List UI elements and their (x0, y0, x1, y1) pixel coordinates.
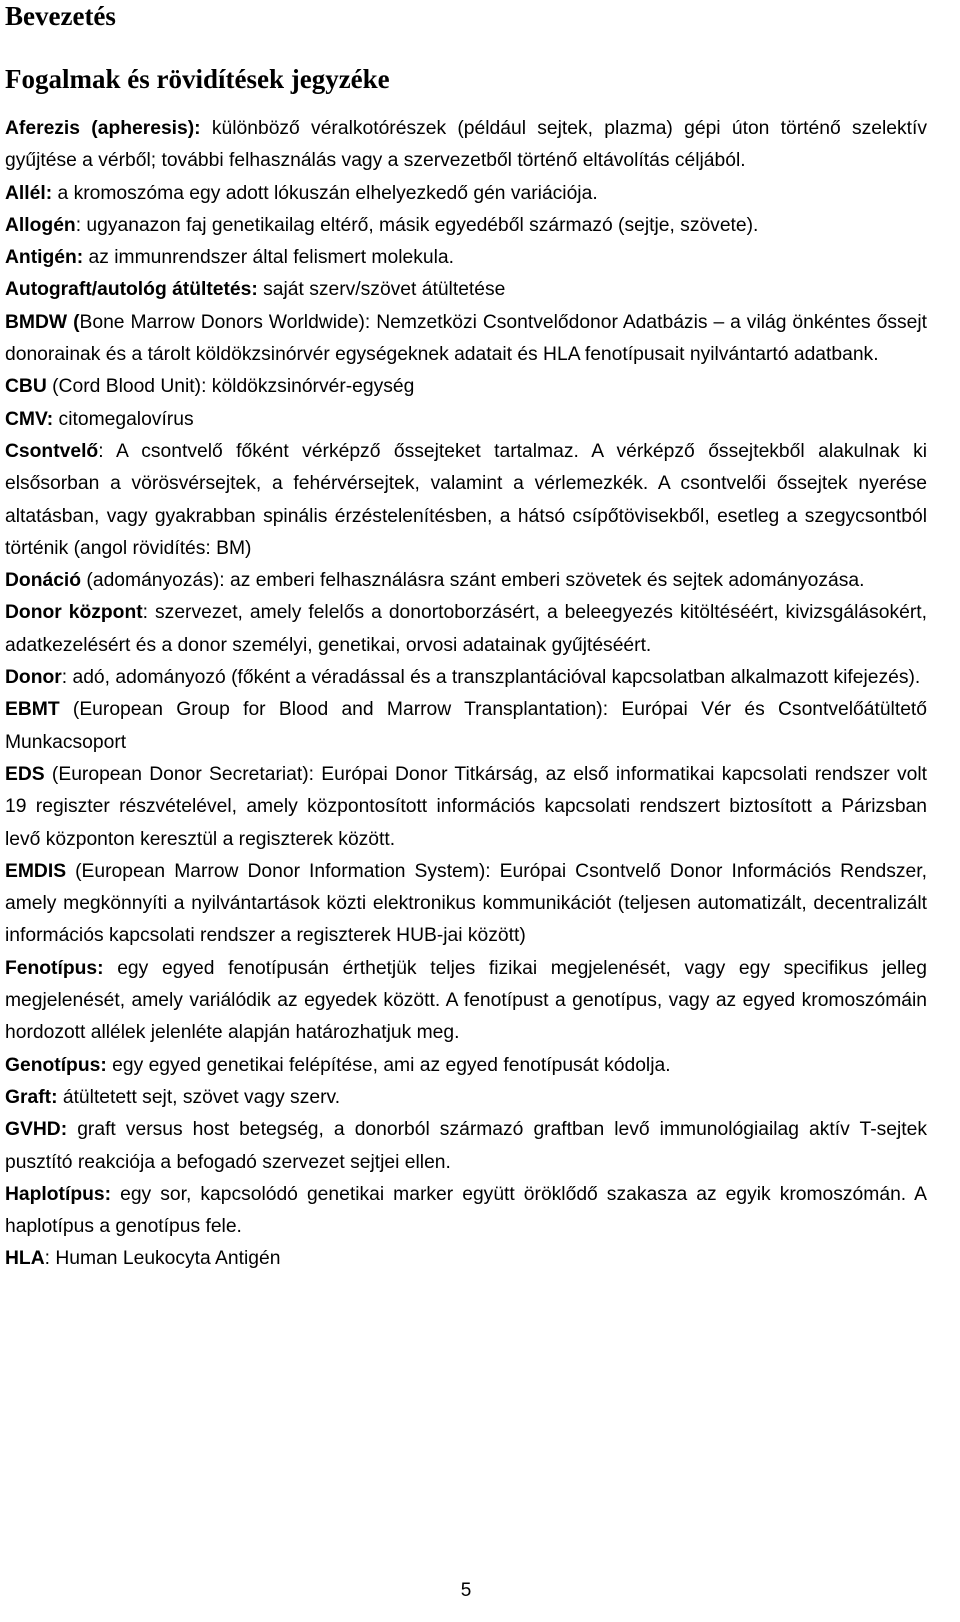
glossary-term: GVHD: (5, 1119, 68, 1141)
glossary-entry-fenotipus (5, 953, 927, 1050)
glossary-term: Autograft/autológ átültetés: (5, 279, 258, 301)
glossary-term: Haplotípus: (5, 1183, 112, 1205)
glossary-entry-allel (5, 178, 927, 210)
glossary-definition: : A csontvelő főként vérképző őssejteket tartalmaz. A vérképző őssejtekből alakulnak ki elsősorban a vörösvérsejtek, a fehérvérsejtek, valamint a vérlemezkék. A csontvelői őssejtek nyerése altatásban, vagy gyakrabban spinális érzéstelenítésben, a hátsó csípőtövisekből, esetleg a szegycsontból történik (angol rövidítés: BM) (5, 440, 927, 559)
glossary-term: Fenotípus: (5, 957, 104, 979)
glossary-term: Allogén (5, 214, 76, 236)
glossary-definition: (adományozás): az emberi felhasználásra szánt emberi szövetek és sejtek adományozása. (81, 570, 865, 592)
glossary-definition: : adó, adományozó (főként a véradással és a transzplantációval kapcsolatban alkalmazott kifejezés). (61, 667, 921, 689)
glossary-definition: egy sor, kapcsolódó genetikai marker együtt öröklődő szakasza az egyik kromoszómán. A haplotípus a genotípus fele. (5, 1183, 927, 1238)
glossary-entry-hla (5, 1243, 927, 1275)
glossary-term: Donor központ (5, 602, 143, 624)
glossary-entry-allogen (5, 210, 927, 242)
glossary-entry-ebmt (5, 694, 927, 759)
glossary-entry-antigen (5, 242, 927, 274)
glossary-entry-emdis (5, 856, 927, 953)
glossary-term: EDS (5, 763, 45, 785)
glossary-definition: graft versus host betegség, a donorból származó graftban levő immunológiailag aktív T-sejtek pusztító reakciója a befogadó szervezet sejtjei ellen. (5, 1119, 927, 1173)
glossary-entry-gvhd (5, 1114, 927, 1179)
glossary-term: Graft: (5, 1086, 58, 1108)
glossary-definition: egy egyed genetikai felépítése, ami az egyed fenotípusát kódolja. (106, 1054, 671, 1076)
glossary-entry-graft (5, 1082, 927, 1114)
page-number: 5 (460, 1580, 472, 1601)
glossary-term: CBU (5, 376, 47, 398)
glossary-term: HLA (5, 1248, 45, 1270)
glossary-definition: : ugyanazon faj genetikailag eltérő, másik egyedéből származó (sejtje, szövete). (75, 214, 759, 236)
glossary-term: EBMT (5, 699, 60, 721)
section-heading: Bevezetés (5, 1, 116, 31)
glossary-definition: különböző véralkotórészek (például sejtek, plazma) gépi úton történő szelektív gyűjtése a vérből; további felhasználás vagy a szervezetből történő eltávolítás céljából. (5, 118, 927, 172)
glossary-definition: : Human Leukocyta Antigén (44, 1248, 281, 1270)
glossary-definition: (European Donor Secretariat): Európai Donor Titkárság, az első informatikai kapcsolati rendszer volt 19 regiszter részvételével, amely központosított információs kapcsolati rendszert biztosított a Párizsban levő központon keresztül a regiszterek között. (5, 763, 927, 850)
glossary-heading: Fogalmak és rövidítések jegyzéke (5, 64, 390, 94)
glossary-term: Aferezis (apheresis): (5, 118, 201, 139)
glossary-entry-csontvelo (5, 436, 927, 565)
glossary-definition: a kromoszóma egy adott lókuszán elhelyezkedő gén variációja. (52, 182, 598, 204)
glossary-entry-bmdw (5, 307, 927, 372)
glossary-definition: citomegalovírus (53, 408, 194, 430)
glossary-entry-donor (5, 662, 927, 694)
glossary-term: CMV: (5, 408, 54, 430)
glossary-definition: (Cord Blood Unit): köldökzsinórvér-egység (46, 376, 415, 398)
glossary-term: Csontvelő (5, 440, 99, 462)
glossary-definition: az immunrendszer által felismert molekula. (83, 247, 454, 269)
glossary-list (5, 113, 927, 1276)
glossary-entry-aferezis (5, 113, 927, 178)
glossary-definition: egy egyed fenotípusán érthetjük teljes fizikai megjelenését, vagy egy specifikus jelleg megjelenését, amely variálódik az egyedek között. A fenotípust a genotípus, vagy az egyed kromoszómáin hordozott allélek jelenléte alapján határozhatjuk meg. (5, 957, 927, 1044)
glossary-entry-donor-kozpont (5, 597, 927, 662)
glossary-term: Genotípus: (5, 1054, 107, 1076)
glossary-definition: Bone Marrow Donors Worldwide): Nemzetközi Csontvelődonor Adatbázis – a világ önkéntes őssejt donorainak és a tárolt köldökzsinórvér egységeknek adatait és HLA fenotípusait nyilvántartó adatbank. (5, 311, 927, 366)
glossary-definition: saját szerv/szövet átültetése (257, 279, 506, 301)
glossary-definition: : szervezet, amely felelős a donortoborzásért, a beleegyezés kitöltéséért, kivizsgálásokért, adatkezelésért és a donor személyi, genetikai, orvosi adatainak gyűjtéséért. (5, 602, 928, 656)
glossary-entry-eds (5, 759, 927, 856)
glossary-entry-genotipus (5, 1050, 927, 1082)
glossary-term: BMDW ( (5, 311, 80, 333)
glossary-term: Antigén: (5, 247, 84, 269)
glossary-definition: (European Group for Blood and Marrow Transplantation): Európai Vér és Csontvelőátültető Munkacsoport (5, 699, 927, 753)
document-page (5, 0, 927, 1276)
glossary-entry-donacio (5, 565, 927, 597)
glossary-term: EMDIS (5, 860, 67, 882)
glossary-entry-cbu (5, 371, 927, 403)
glossary-term: Donáció (5, 570, 82, 592)
glossary-term: Donor (5, 667, 62, 689)
glossary-entry-haplotipus (5, 1179, 927, 1244)
glossary-definition: (European Marrow Donor Information System): Európai Csontvelő Donor Információs Rendszer, amely megkönnyíti a nyilvántartások közti elektronikus kommunikációt (teljesen automatizált, decentralizált információs kapcsolati rendszer a regiszterek HUB-jai között) (5, 860, 927, 947)
glossary-entry-cmv (5, 404, 927, 436)
glossary-definition: átültetett sejt, szövet vagy szerv. (57, 1086, 341, 1108)
glossary-entry-autograft (5, 274, 927, 306)
glossary-term: Allél: (5, 182, 53, 204)
